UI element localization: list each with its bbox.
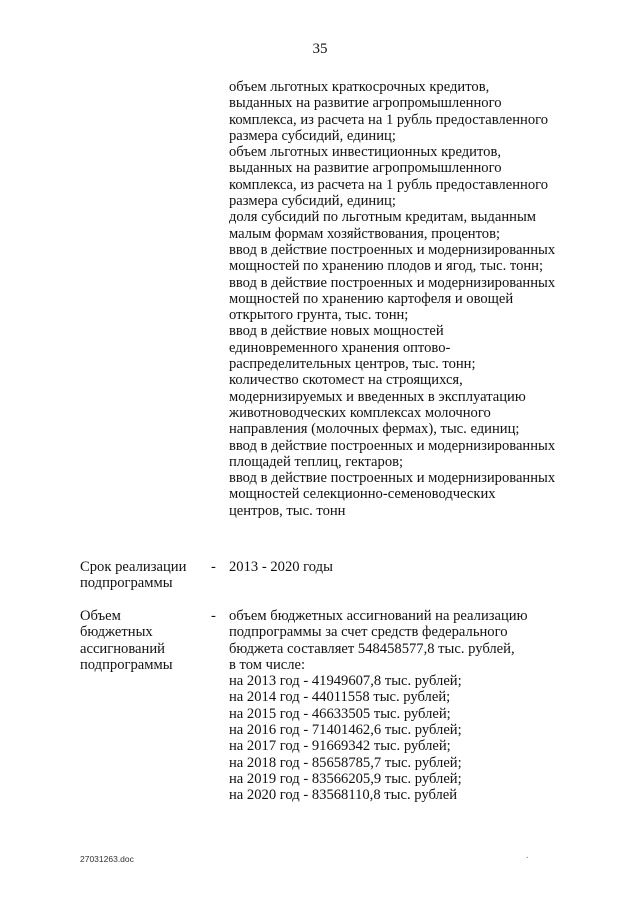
volume-dash: - xyxy=(211,608,216,624)
indicator-line: выданных на развитие агропромышленного xyxy=(229,95,502,112)
volume-line: на 2018 год - 85658785,7 тыс. рублей; xyxy=(229,754,462,771)
volume-line: в том числе: xyxy=(229,656,306,673)
volume-line: на 2019 год - 83566205,9 тыс. рублей; xyxy=(229,770,462,787)
volume-line: на 2013 год - 41949607,8 тыс. рублей; xyxy=(229,673,462,690)
period-label-line: Срок реализации xyxy=(80,559,187,575)
indicator-line: открытого грунта, тыс. тонн; xyxy=(229,307,409,324)
volume-label-line: бюджетных xyxy=(80,624,153,641)
indicator-line: мощностей по хранению картофеля и овощей xyxy=(229,290,514,307)
volume-line: на 2014 год - 44011558 тыс. рублей; xyxy=(229,689,451,706)
indicator-line: объем льготных инвестиционных кредитов, xyxy=(229,144,502,161)
indicator-line: модернизируемых и введенных в эксплуатацию xyxy=(229,388,526,405)
volume-label-line: подпрограммы xyxy=(80,656,173,673)
indicator-line: комплекса, из расчета на 1 рубль предоставленного xyxy=(229,111,549,128)
indicator-line: ввод в действие построенных и модернизированных xyxy=(229,241,556,258)
indicator-line: ввод в действие построенных и модернизированных xyxy=(229,274,556,291)
indicator-line: мощностей по хранению плодов и ягод, тыс. тонн; xyxy=(229,258,544,275)
volume-line: подпрограммы за счет средств федерального xyxy=(229,624,508,641)
indicator-line: малым формам хозяйствования, процентов; xyxy=(229,225,501,242)
indicator-line: распределительных центров, тыс. тонн; xyxy=(229,356,476,373)
period-label-line: подпрограммы xyxy=(80,575,173,592)
volume-line: на 2017 год - 91669342 тыс. рублей; xyxy=(229,738,451,755)
document-code: 27031263.doc xyxy=(80,854,134,864)
indicator-list xyxy=(229,79,589,519)
indicator-line: ввод в действие построенных и модернизированных xyxy=(229,470,556,487)
volume-line: бюджета составляет 548458577,8 тыс. рублей, xyxy=(229,640,515,657)
indicator-line: размера субсидий, единиц; xyxy=(229,127,396,144)
indicator-line: ввод в действие новых мощностей xyxy=(229,323,444,340)
volume-label-line: ассигнований xyxy=(80,640,165,657)
period-label xyxy=(80,559,205,592)
indicator-line: площадей теплиц, гектаров; xyxy=(229,453,404,470)
indicator-line: размера субсидий, единиц; xyxy=(229,193,396,210)
indicator-line: объем льготных краткосрочных кредитов, xyxy=(229,79,490,95)
indicator-line: доля субсидий по льготным кредитам, выданным xyxy=(229,209,536,226)
indicator-line: комплекса, из расчета на 1 рубль предоставленного xyxy=(229,176,549,193)
indicator-line: мощностей селекционно-семеноводческих xyxy=(229,486,496,503)
volume-line: объем бюджетных ассигнований на реализацию xyxy=(229,608,528,624)
indicator-line: направления (молочных фермах), тыс. единиц; xyxy=(229,421,520,438)
page-number: 35 xyxy=(312,41,328,57)
volume-label xyxy=(80,608,205,673)
volume-label-line: Объем xyxy=(80,608,121,624)
volume-line: на 2016 год - 71401462,6 тыс. рублей; xyxy=(229,722,462,739)
indicator-line: ввод в действие построенных и модернизированных xyxy=(229,437,556,454)
volume-value xyxy=(229,608,589,804)
indicator-line: единовременного хранения оптово- xyxy=(229,339,451,356)
indicator-line: центров, тыс. тонн xyxy=(229,502,346,519)
period-value: 2013 - 2020 годы xyxy=(229,559,333,575)
indicator-line: количество скотомест на строящихся, xyxy=(229,372,463,389)
period-dash: - xyxy=(211,559,216,575)
volume-line: на 2015 год - 46633505 тыс. рублей; xyxy=(229,705,451,722)
indicator-line: животноводческих комплексах молочного xyxy=(229,404,491,421)
indicator-line: выданных на развитие агропромышленного xyxy=(229,160,502,177)
footer-mark: . xyxy=(526,850,529,860)
volume-line: на 2020 год - 83568110,8 тыс. рублей xyxy=(229,787,458,804)
